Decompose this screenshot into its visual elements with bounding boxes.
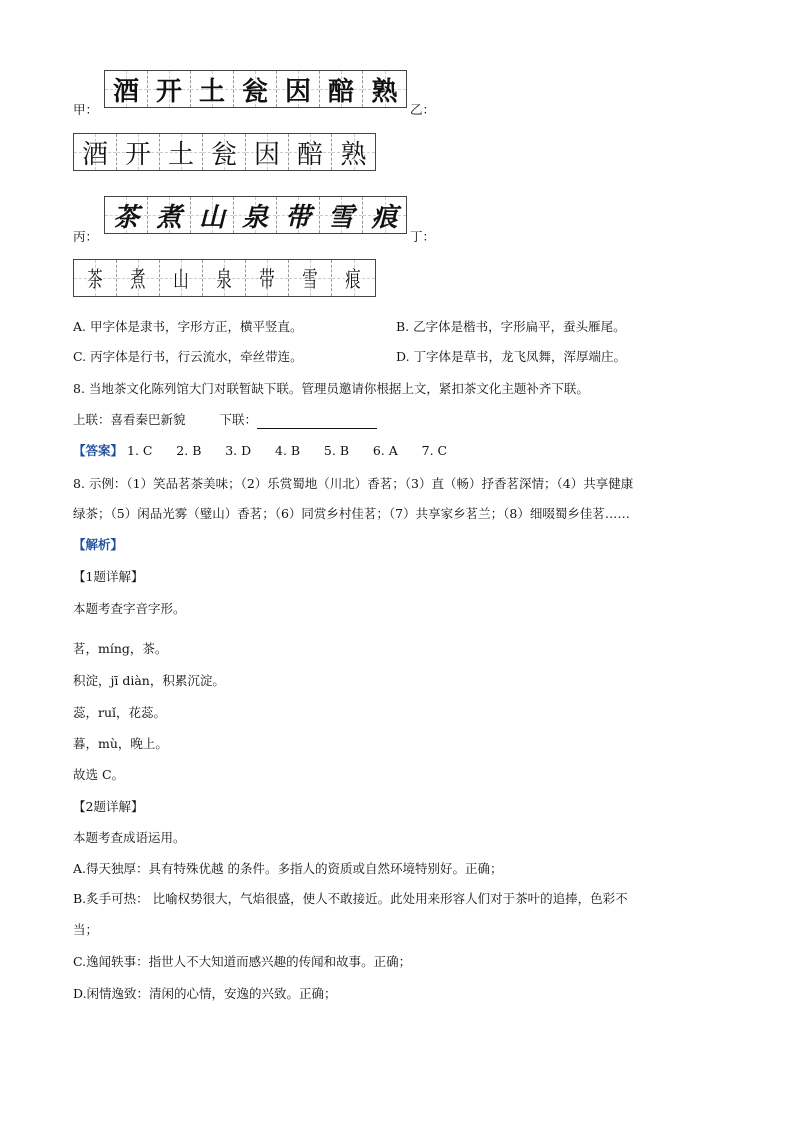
grid-cell: 熟 — [332, 134, 375, 170]
grid-cell: 泉 — [203, 260, 246, 296]
q2-option-a: A.得天独厚：具有特殊优越 的条件。多指人的资质或自然环境特别好。正确； — [73, 861, 503, 876]
q2-intro: 本题考查成语运用。 — [73, 830, 186, 845]
grid-cell: 山 — [160, 260, 203, 296]
answer-example-2: 绿茶；（5）闲品光雾（璧山）香茗；（6）同赏乡村佳茗；（7）共享家乡茗兰；（8）细啜蜀乡佳茗…… — [73, 506, 630, 521]
q1-line-5: 故选 C。 — [73, 767, 125, 782]
grid-cell: 开 — [117, 134, 160, 170]
upper-couplet: 上联：喜看秦巴新貌 — [73, 412, 186, 427]
couplet-line — [73, 411, 377, 429]
grid-cell: 煮 — [117, 260, 160, 296]
analysis-tag: 【解析】 — [73, 537, 124, 552]
q2-title: 【2题详解】 — [73, 799, 144, 814]
q2-option-b-2: 当； — [73, 922, 99, 937]
answer-example-1: 8. 示例：（1）笑品茗茶美味；（2）乐赏蜀地（川北）香茗；（3）直（畅）抒香茗深情；（4）共享健康 — [73, 476, 634, 491]
grid-cell: 因 — [246, 134, 289, 170]
grid-cell: 茶 — [105, 197, 148, 233]
q1-line-1: 茗，míng，茶。 — [73, 641, 168, 656]
option-b: B. 乙字体是楷书，字形扁平，蚕头雁尾。 — [396, 319, 626, 334]
grid-cell: 痕 — [363, 197, 406, 233]
q1-line-4: 暮，mù，晚上。 — [73, 736, 168, 751]
grid-cell: 酒 — [105, 71, 148, 107]
q1-line-3: 蕊，ruǐ，花蕊。 — [73, 705, 167, 720]
label-yi: 乙： — [410, 102, 436, 117]
label-bing: 丙： — [73, 229, 99, 244]
question-8: 8. 当地茶文化陈列馆大门对联暂缺下联。管理员邀请你根据上文，紧扣茶文化主题补齐下联。 — [73, 381, 589, 396]
grid-cell: 因 — [277, 71, 320, 107]
q1-title: 【1题详解】 — [73, 569, 144, 584]
answer-line — [73, 442, 447, 460]
grid-cell: 煮 — [148, 197, 191, 233]
q2-option-c: C.逸闻轶事：指世人不大知道而感兴趣的传闻和故事。正确； — [73, 954, 412, 969]
grid-cell: 瓮 — [203, 134, 246, 170]
option-a: A. 甲字体是隶书，字形方正，横平竖直。 — [73, 319, 303, 334]
label-ding: 丁： — [410, 229, 436, 244]
grid-cell: 醅 — [289, 134, 332, 170]
answer-blank — [257, 414, 377, 429]
q2-option-d: D.闲情逸致：清闲的心情，安逸的兴致。正确； — [73, 986, 337, 1001]
grid-cell: 醅 — [320, 71, 363, 107]
answer-list: 1. C 2. B 3. D 4. B 5. B 6. A 7. C — [127, 443, 448, 458]
grid-cell: 山 — [191, 197, 234, 233]
grid-cell: 带 — [246, 260, 289, 296]
calligraphy-grid-ding — [73, 259, 376, 297]
q2-option-b-1: B.炙手可热： 比喻权势很大，气焰很盛，使人不敢接近。此处用来形容人们对于茶叶的追捧，色彩不 — [73, 891, 628, 906]
option-c: C. 丙字体是行书，行云流水，牵丝带连。 — [73, 349, 303, 364]
grid-cell: 瓮 — [234, 71, 277, 107]
grid-cell: 泉 — [234, 197, 277, 233]
label-jia: 甲： — [73, 102, 99, 117]
grid-cell: 酒 — [74, 134, 117, 170]
calligraphy-grid-yi — [73, 133, 376, 171]
q1-line-2: 积淀，jī diàn，积累沉淀。 — [73, 673, 225, 688]
calligraphy-grid-jia — [104, 70, 407, 108]
grid-cell: 熟 — [363, 71, 406, 107]
calligraphy-grid-bing — [104, 196, 407, 234]
lower-couplet-label: 下联： — [219, 412, 257, 427]
option-d: D. 丁字体是草书，龙飞凤舞，浑厚端庄。 — [396, 349, 627, 364]
grid-cell: 土 — [191, 71, 234, 107]
grid-cell: 土 — [160, 134, 203, 170]
grid-cell: 痕 — [332, 260, 375, 296]
grid-cell: 开 — [148, 71, 191, 107]
answer-tag: 【答案】 — [73, 443, 124, 458]
grid-cell: 茶 — [74, 260, 117, 296]
q1-intro: 本题考查字音字形。 — [73, 601, 186, 616]
grid-cell: 带 — [277, 197, 320, 233]
grid-cell: 雪 — [320, 197, 363, 233]
grid-cell: 雪 — [289, 260, 332, 296]
